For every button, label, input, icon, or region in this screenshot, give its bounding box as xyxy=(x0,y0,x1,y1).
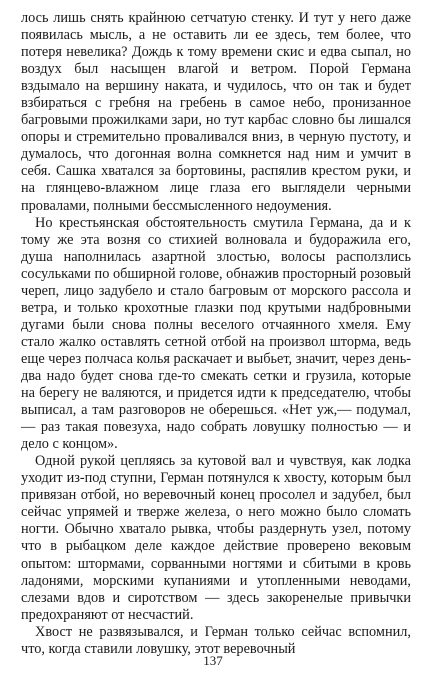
paragraph-3: Одной рукой цепляясь за кутовой вал и чувствуя, как лодка уходит из-под ступни, Герман потянулся к хвосту, которым был привязан отбой, но веревочный конец просолел и задубел, был сейчас упрямей и тверже железа, о него можно было сломать ногти. Обычно хватало рывка, чтобы раздернуть узел, потому что в рыбацком деле каждое действие проверено вековым опытом: штормами, сорванными ногтями и сбитыми в кровь ладонями, морскими купаниями и утопленными неводами, слезами вдов и сиротством — здесь закоренелые привычки предохраняют от несчастий. xyxy=(21,453,411,623)
paragraph-2: Но крестьянская обстоятельность смутила Германа, да и к тому же эта возня со стихией волновала и будоражила его, душа наполнилась азартной злостью, волосы расползлись сосульками по обширной голове, обнажив просторный розовый череп, лицо задубело и стало багровым от морского рассола и ветра, и только крохотные глазки под крутыми надбровными дугами были снова полны веселого отчаянного хмеля. Ему стало жалко оставлять сетной отбой на произвол шторма, ведь еще через полчаса колья раскачает и выбьет, значит, через день-два надо будет снова где-то смекать сетки и грузила, которые на берегу не валяются, и придется идти к председателю, чтобы выписал, а там разговоров не оберешься. «Нет уж,— подумал,— раз такая повезуха, надо собрать ловушку полностью — и дело с концом». xyxy=(21,214,411,453)
paragraph-1: лось лишь снять крайнюю сетчатую стенку. И тут у него даже появилась мысль, а не оставить ли ее здесь, тем более, что потеря невелика? Дождь к тому времени скис и едва сыпал, но воздух был насыщен влагой и ветром. Порой Германа вздымало на вершину наката, и чудилось, что он так и будет взбираться с гребня на гребень в самое небо, пронизанное багровыми прожилками зари, но тут карбас словно бы лишался опоры и стремительно проваливался вниз, в черную пустоту, и думалось, что догонная волна сомкнется над ним и умчит в себя. Сашка хватался за бортовины, распялив крестом руки, и на глянцево-влажном лице глаза его выглядели черными провалами, полными бессмысленного недоумения. xyxy=(21,10,411,214)
page-text xyxy=(21,10,411,658)
page-number: 137 xyxy=(203,653,223,668)
paragraph-4: Хвост не развязывался, и Герман только сейчас вспомнил, что, когда ставили ловушку, этот веревочный xyxy=(21,623,411,657)
